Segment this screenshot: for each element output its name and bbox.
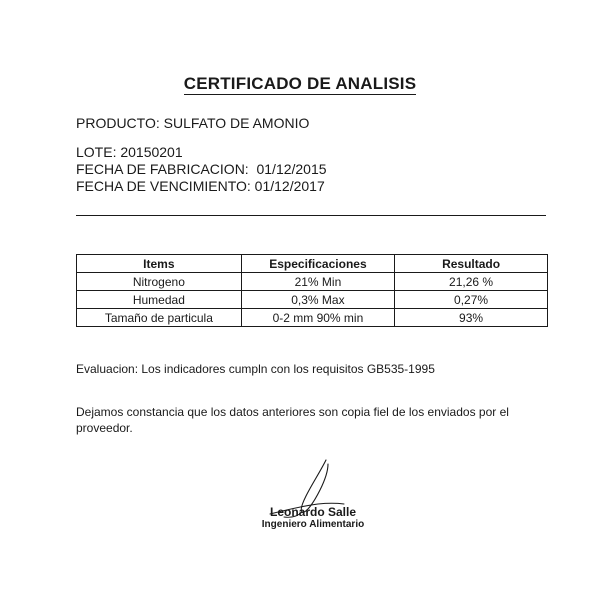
cell-result: 93% — [395, 309, 548, 327]
cell-specification: 21% Min — [241, 273, 394, 291]
cell-item: Tamaño de particula — [77, 309, 242, 327]
declaration-text: Dejamos constancia que los datos anteriores son copia fiel de los enviados por el proveedor. — [76, 405, 509, 435]
table-row — [77, 291, 548, 309]
cell-result: 21,26 % — [395, 273, 548, 291]
fabrication-date-line: FECHA DE FABRICACION: 01/12/2015 — [76, 161, 327, 177]
cell-result: 0,27% — [395, 291, 548, 309]
cell-item: Nitrogeno — [77, 273, 242, 291]
expiration-date-line: FECHA DE VENCIMIENTO: 01/12/2017 — [76, 178, 325, 194]
product-line: PRODUCTO: SULFATO DE AMONIO — [76, 115, 310, 131]
signer-name: Leonardo Salle — [269, 505, 357, 519]
document-title — [0, 74, 600, 94]
cell-specification: 0,3% Max — [241, 291, 394, 309]
table-header-row — [77, 255, 548, 273]
table-row — [77, 309, 548, 327]
lote-line: LOTE: 20150201 — [76, 144, 183, 160]
cell-item: Humedad — [77, 291, 242, 309]
cell-specification: 0-2 mm 90% min — [241, 309, 394, 327]
analysis-table — [76, 254, 548, 327]
header-items: Items — [77, 255, 242, 273]
table-row — [77, 273, 548, 291]
document-title-text: CERTIFICADO DE ANALISIS — [183, 74, 417, 93]
evaluation-text: Evaluacion: Los indicadores cumpln con los requisitos GB535-1995 — [76, 362, 435, 376]
header-result: Resultado — [395, 255, 548, 273]
signer-role: Ingeniero Alimentario — [261, 519, 365, 530]
separator-line — [76, 215, 546, 216]
header-specifications: Especificaciones — [241, 255, 394, 273]
